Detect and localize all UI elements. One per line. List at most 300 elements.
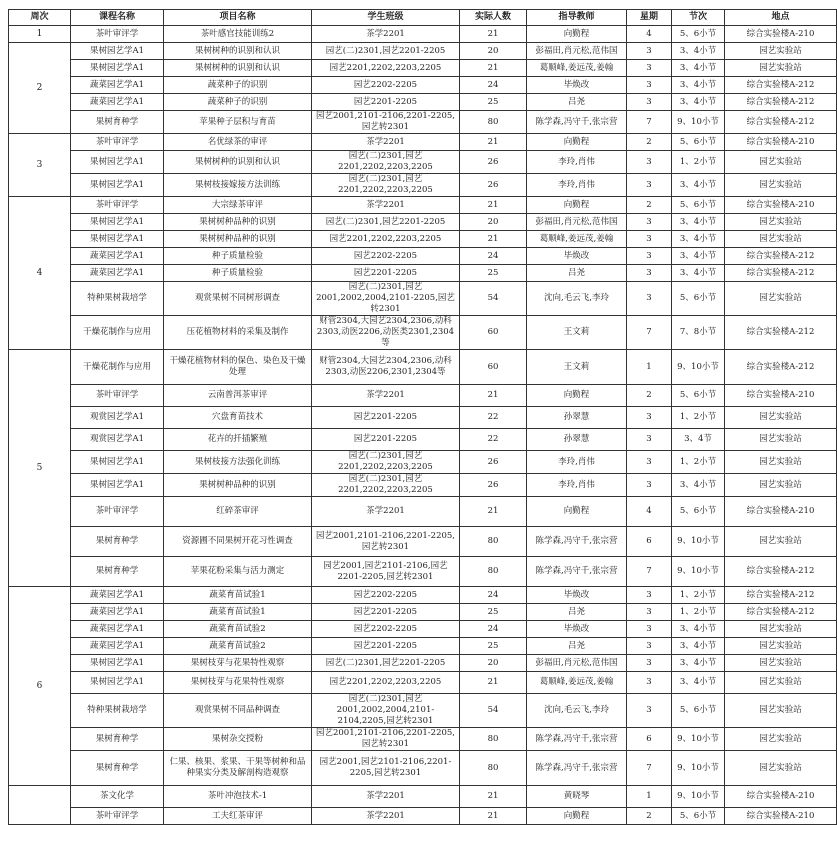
section-cell: 5、6小节 <box>672 808 725 825</box>
project-cell: 果树枝接嫁接方法训练 <box>164 174 312 197</box>
weekday-cell: 2 <box>627 197 672 214</box>
weekday-cell: 3 <box>627 60 672 77</box>
weekday-cell: 3 <box>627 474 672 497</box>
location-cell: 综合实验楼A-212 <box>725 350 837 385</box>
count-cell: 20 <box>460 43 527 60</box>
class-cell: 财管2304,大园艺2304,2306,动科2303,动医2206,动医类2301,2304等 <box>312 316 460 350</box>
count-cell: 21 <box>460 808 527 825</box>
class-cell: 园艺2201,2202,2203,2205 <box>312 231 460 248</box>
count-cell: 80 <box>460 111 527 134</box>
teacher-cell: 彭福田,肖元松,范伟国 <box>527 214 627 231</box>
course-cell: 蔬菜园艺学A1 <box>71 621 164 638</box>
count-cell: 21 <box>460 231 527 248</box>
weekday-cell: 1 <box>627 786 672 808</box>
course-cell: 果树育种学 <box>71 728 164 751</box>
week-cell: 3 <box>9 134 71 197</box>
class-cell: 园艺2202-2205 <box>312 587 460 604</box>
weekday-cell: 2 <box>627 134 672 151</box>
count-cell: 20 <box>460 655 527 672</box>
course-cell: 观赏园艺学A1 <box>71 407 164 429</box>
class-cell: 园艺(二)2301,园艺2201-2205 <box>312 655 460 672</box>
project-cell: 工夫红茶审评 <box>164 808 312 825</box>
class-cell: 园艺(二)2301,园艺2201,2202,2203,2205 <box>312 151 460 174</box>
project-cell: 果树树种品种的识别 <box>164 214 312 231</box>
course-cell: 果树园艺学A1 <box>71 60 164 77</box>
teacher-cell: 向勤程 <box>527 197 627 214</box>
teacher-cell: 陈学森,冯守千,张宗营 <box>527 728 627 751</box>
project-cell: 穴盘育苗技术 <box>164 407 312 429</box>
table-row <box>9 151 837 174</box>
weekday-cell: 7 <box>627 751 672 786</box>
table-row <box>9 751 837 786</box>
project-cell: 蔬菜育苗试验1 <box>164 587 312 604</box>
table-row <box>9 728 837 751</box>
location-cell: 园艺实验站 <box>725 728 837 751</box>
teacher-cell: 彭福田,肖元松,范伟国 <box>527 655 627 672</box>
location-cell: 综合实验楼A-212 <box>725 604 837 621</box>
teacher-cell: 吕尧 <box>527 604 627 621</box>
weekday-cell: 7 <box>627 316 672 350</box>
location-cell: 园艺实验站 <box>725 672 837 694</box>
section-cell: 5、6小节 <box>672 26 725 43</box>
section-cell: 1、2小节 <box>672 451 725 474</box>
section-cell: 3、4小节 <box>672 174 725 197</box>
teacher-cell: 向勤程 <box>527 385 627 407</box>
count-cell: 21 <box>460 134 527 151</box>
teacher-cell: 王文莉 <box>527 316 627 350</box>
table-row <box>9 407 837 429</box>
section-cell: 3、4小节 <box>672 655 725 672</box>
table-row <box>9 474 837 497</box>
project-cell: 果树枝芽与花果特性观察 <box>164 655 312 672</box>
section-cell: 5、6小节 <box>672 497 725 527</box>
section-cell: 9、10小节 <box>672 751 725 786</box>
project-cell: 花卉的扦插繁殖 <box>164 429 312 451</box>
weekday-cell: 3 <box>627 77 672 94</box>
count-cell: 25 <box>460 604 527 621</box>
course-cell: 果树园艺学A1 <box>71 151 164 174</box>
section-cell: 5、6小节 <box>672 694 725 728</box>
class-cell: 园艺2201,2202,2203,2205 <box>312 672 460 694</box>
project-cell: 种子质量检验 <box>164 265 312 282</box>
section-cell: 3、4小节 <box>672 43 725 60</box>
weekday-cell: 3 <box>627 451 672 474</box>
weekday-cell: 3 <box>627 672 672 694</box>
location-cell: 园艺实验站 <box>725 151 837 174</box>
course-cell: 观赏园艺学A1 <box>71 429 164 451</box>
course-cell: 茶叶审评学 <box>71 197 164 214</box>
teacher-cell: 彭福田,肖元松,范伟国 <box>527 43 627 60</box>
project-cell: 果树树种的识别和认识 <box>164 43 312 60</box>
class-cell: 茶学2201 <box>312 197 460 214</box>
course-cell: 果树园艺学A1 <box>71 451 164 474</box>
week-cell <box>9 786 71 825</box>
class-cell: 园艺(二)2301,园艺2001,2002,2004,2101-2104,2205,园艺转2301 <box>312 694 460 728</box>
location-cell: 园艺实验站 <box>725 621 837 638</box>
section-cell: 3、4小节 <box>672 265 725 282</box>
course-cell: 果树园艺学A1 <box>71 174 164 197</box>
table-row <box>9 557 837 587</box>
location-cell: 综合实验楼A-212 <box>725 265 837 282</box>
count-cell: 80 <box>460 728 527 751</box>
project-cell: 蔬菜种子的识别 <box>164 77 312 94</box>
header-teacher: 指导教师 <box>527 10 627 26</box>
location-cell: 园艺实验站 <box>725 174 837 197</box>
header-project: 项目名称 <box>164 10 312 26</box>
table-row <box>9 672 837 694</box>
header-class: 学生班级 <box>312 10 460 26</box>
teacher-cell: 陈学森,冯守千,张宗营 <box>527 557 627 587</box>
section-cell: 3、4小节 <box>672 474 725 497</box>
table-row <box>9 429 837 451</box>
count-cell: 80 <box>460 557 527 587</box>
header-row <box>9 10 837 26</box>
teacher-cell: 毕焕改 <box>527 621 627 638</box>
location-cell: 园艺实验站 <box>725 638 837 655</box>
course-cell: 茶叶审评学 <box>71 385 164 407</box>
section-cell: 9、10小节 <box>672 557 725 587</box>
project-cell: 观赏果树不同品种调查 <box>164 694 312 728</box>
weekday-cell: 3 <box>627 174 672 197</box>
class-cell: 园艺(二)2301,园艺2201-2205 <box>312 214 460 231</box>
course-cell: 蔬菜园艺学A1 <box>71 604 164 621</box>
section-cell: 3、4小节 <box>672 231 725 248</box>
class-cell: 园艺2201-2205 <box>312 638 460 655</box>
count-cell: 54 <box>460 694 527 728</box>
location-cell: 园艺实验站 <box>725 214 837 231</box>
location-cell: 园艺实验站 <box>725 694 837 728</box>
count-cell: 24 <box>460 248 527 265</box>
weekday-cell: 6 <box>627 527 672 557</box>
table-row <box>9 786 837 808</box>
project-cell: 观赏果树不同树形调查 <box>164 282 312 316</box>
location-cell: 综合实验楼A-212 <box>725 94 837 111</box>
course-cell: 特种果树栽培学 <box>71 694 164 728</box>
weekday-cell: 3 <box>627 638 672 655</box>
table-row <box>9 111 837 134</box>
header-section: 节次 <box>672 10 725 26</box>
count-cell: 24 <box>460 77 527 94</box>
location-cell: 综合实验楼A-212 <box>725 316 837 350</box>
count-cell: 21 <box>460 60 527 77</box>
teacher-cell: 吕尧 <box>527 94 627 111</box>
class-cell: 园艺(二)2301,园艺2201,2202,2203,2205 <box>312 451 460 474</box>
table-row <box>9 527 837 557</box>
project-cell: 蔬菜育苗试验2 <box>164 621 312 638</box>
header-count: 实际人数 <box>460 10 527 26</box>
count-cell: 22 <box>460 407 527 429</box>
count-cell: 80 <box>460 527 527 557</box>
table-row <box>9 60 837 77</box>
teacher-cell: 李玲,肖伟 <box>527 151 627 174</box>
class-cell: 园艺2202-2205 <box>312 77 460 94</box>
week-cell: 6 <box>9 587 71 786</box>
count-cell: 24 <box>460 621 527 638</box>
class-cell: 财管2304,大园艺2304,2306,动科2303,动医2206,2301,2304等 <box>312 350 460 385</box>
location-cell: 综合实验楼A-210 <box>725 134 837 151</box>
course-cell: 蔬菜园艺学A1 <box>71 77 164 94</box>
course-cell: 干燥花制作与应用 <box>71 350 164 385</box>
weekday-cell: 3 <box>627 248 672 265</box>
project-cell: 果树枝接方法强化训练 <box>164 451 312 474</box>
weekday-cell: 3 <box>627 429 672 451</box>
project-cell: 蔬菜育苗试验2 <box>164 638 312 655</box>
class-cell: 园艺2201-2205 <box>312 407 460 429</box>
count-cell: 25 <box>460 265 527 282</box>
count-cell: 21 <box>460 786 527 808</box>
location-cell: 园艺实验站 <box>725 527 837 557</box>
table-row <box>9 638 837 655</box>
location-cell: 园艺实验站 <box>725 60 837 77</box>
location-cell: 园艺实验站 <box>725 751 837 786</box>
teacher-cell: 沈向,毛云飞,李玲 <box>527 282 627 316</box>
weekday-cell: 1 <box>627 350 672 385</box>
teacher-cell: 陈学森,冯守千,张宗营 <box>527 751 627 786</box>
location-cell: 园艺实验站 <box>725 429 837 451</box>
section-cell: 3、4小节 <box>672 77 725 94</box>
class-cell: 园艺2202-2205 <box>312 248 460 265</box>
weekday-cell: 3 <box>627 94 672 111</box>
location-cell: 综合实验楼A-212 <box>725 557 837 587</box>
section-cell: 5、6小节 <box>672 134 725 151</box>
project-cell: 苹果种子层积与育苗 <box>164 111 312 134</box>
header-course: 课程名称 <box>71 10 164 26</box>
course-cell: 果树园艺学A1 <box>71 231 164 248</box>
teacher-cell: 毕焕改 <box>527 587 627 604</box>
week-cell: 4 <box>9 197 71 350</box>
teacher-cell: 毕焕改 <box>527 248 627 265</box>
teacher-cell: 吕尧 <box>527 265 627 282</box>
location-cell: 综合实验楼A-212 <box>725 77 837 94</box>
project-cell: 云南普洱茶审评 <box>164 385 312 407</box>
table-row <box>9 451 837 474</box>
project-cell: 蔬菜育苗试验1 <box>164 604 312 621</box>
table-row <box>9 621 837 638</box>
weekday-cell: 3 <box>627 587 672 604</box>
location-cell: 综合实验楼A-212 <box>725 587 837 604</box>
section-cell: 9、10小节 <box>672 527 725 557</box>
course-cell: 干燥花制作与应用 <box>71 316 164 350</box>
project-cell: 红碎茶审评 <box>164 497 312 527</box>
section-cell: 5、6小节 <box>672 385 725 407</box>
class-cell: 茶学2201 <box>312 497 460 527</box>
weekday-cell: 7 <box>627 111 672 134</box>
teacher-cell: 向勤程 <box>527 26 627 43</box>
class-cell: 园艺(二)2301,园艺2201,2202,2203,2205 <box>312 474 460 497</box>
count-cell: 21 <box>460 672 527 694</box>
weekday-cell: 6 <box>627 728 672 751</box>
project-cell: 干燥花植物材料的保色、染色及干燥处理 <box>164 350 312 385</box>
class-cell: 茶学2201 <box>312 26 460 43</box>
course-cell: 果树园艺学A1 <box>71 672 164 694</box>
table-row <box>9 94 837 111</box>
teacher-cell: 陈学森,冯守千,张宗营 <box>527 527 627 557</box>
project-cell: 果树枝芽与花果特性观察 <box>164 672 312 694</box>
table-row <box>9 350 837 385</box>
count-cell: 26 <box>460 151 527 174</box>
section-cell: 5、6小节 <box>672 282 725 316</box>
count-cell: 26 <box>460 174 527 197</box>
course-cell: 茶叶审评学 <box>71 497 164 527</box>
teacher-cell: 沈向,毛云飞,李玲 <box>527 694 627 728</box>
section-cell: 1、2小节 <box>672 407 725 429</box>
weekday-cell: 3 <box>627 214 672 231</box>
section-cell: 9、10小节 <box>672 728 725 751</box>
class-cell: 园艺2201-2205 <box>312 429 460 451</box>
weekday-cell: 2 <box>627 385 672 407</box>
teacher-cell: 葛顺峰,姜远茂,姜翰 <box>527 60 627 77</box>
table-row <box>9 316 837 350</box>
course-cell: 果树育种学 <box>71 751 164 786</box>
count-cell: 60 <box>460 350 527 385</box>
course-cell: 蔬菜园艺学A1 <box>71 265 164 282</box>
location-cell: 综合实验楼A-210 <box>725 197 837 214</box>
count-cell: 22 <box>460 429 527 451</box>
header-weekday: 星期 <box>627 10 672 26</box>
count-cell: 21 <box>460 497 527 527</box>
teacher-cell: 向勤程 <box>527 134 627 151</box>
teacher-cell: 向勤程 <box>527 808 627 825</box>
count-cell: 20 <box>460 214 527 231</box>
course-cell: 蔬菜园艺学A1 <box>71 587 164 604</box>
class-cell: 园艺2202-2205 <box>312 621 460 638</box>
section-cell: 9、10小节 <box>672 786 725 808</box>
class-cell: 茶学2201 <box>312 786 460 808</box>
section-cell: 3、4小节 <box>672 214 725 231</box>
schedule-table <box>8 9 837 825</box>
course-cell: 蔬菜园艺学A1 <box>71 248 164 265</box>
course-cell: 茶叶审评学 <box>71 808 164 825</box>
weekday-cell: 3 <box>627 282 672 316</box>
location-cell: 园艺实验站 <box>725 407 837 429</box>
location-cell: 园艺实验站 <box>725 231 837 248</box>
section-cell: 9、10小节 <box>672 350 725 385</box>
section-cell: 3、4小节 <box>672 672 725 694</box>
project-cell: 仁果、核果、浆果、干果等树种和品种果实分类及解剖构造观察 <box>164 751 312 786</box>
project-cell: 果树树种品种的识别 <box>164 474 312 497</box>
class-cell: 茶学2201 <box>312 385 460 407</box>
course-cell: 茶文化学 <box>71 786 164 808</box>
class-cell: 园艺2001,2101-2106,2201-2205,园艺转2301 <box>312 527 460 557</box>
count-cell: 26 <box>460 451 527 474</box>
header-week: 周次 <box>9 10 71 26</box>
project-cell: 种子质量检验 <box>164 248 312 265</box>
teacher-cell: 葛顺峰,姜远茂,姜翰 <box>527 231 627 248</box>
count-cell: 54 <box>460 282 527 316</box>
table-row <box>9 77 837 94</box>
teacher-cell: 向勤程 <box>527 497 627 527</box>
location-cell: 综合实验楼A-210 <box>725 497 837 527</box>
project-cell: 果树树种品种的识别 <box>164 231 312 248</box>
count-cell: 21 <box>460 385 527 407</box>
teacher-cell: 葛顺峰,姜远茂,姜翰 <box>527 672 627 694</box>
week-cell: 1 <box>9 26 71 43</box>
course-cell: 果树育种学 <box>71 557 164 587</box>
teacher-cell: 李玲,肖伟 <box>527 174 627 197</box>
table-row <box>9 174 837 197</box>
table-row <box>9 604 837 621</box>
project-cell: 压花植物材料的采集及制作 <box>164 316 312 350</box>
weekday-cell: 3 <box>627 604 672 621</box>
teacher-cell: 孙翠慧 <box>527 429 627 451</box>
table-row <box>9 265 837 282</box>
location-cell: 综合实验楼A-212 <box>725 111 837 134</box>
week-cell: 2 <box>9 43 71 134</box>
section-cell: 5、6小节 <box>672 197 725 214</box>
week-cell: 5 <box>9 350 71 587</box>
teacher-cell: 陈学森,冯守千,张宗营 <box>527 111 627 134</box>
project-cell: 大宗绿茶审评 <box>164 197 312 214</box>
teacher-cell: 孙翠慧 <box>527 407 627 429</box>
weekday-cell: 3 <box>627 43 672 60</box>
count-cell: 24 <box>460 587 527 604</box>
class-cell: 园艺2201-2205 <box>312 604 460 621</box>
section-cell: 1、2小节 <box>672 151 725 174</box>
course-cell: 果树园艺学A1 <box>71 474 164 497</box>
table-row <box>9 282 837 316</box>
table-row <box>9 694 837 728</box>
location-cell: 园艺实验站 <box>725 474 837 497</box>
class-cell: 园艺2001,园艺2101-2106,2201-2205,园艺转2301 <box>312 751 460 786</box>
course-cell: 蔬菜园艺学A1 <box>71 94 164 111</box>
section-cell: 3、4小节 <box>672 621 725 638</box>
project-cell: 果树树种的识别和认识 <box>164 60 312 77</box>
project-cell: 资源圃不同果树开花习性调查 <box>164 527 312 557</box>
section-cell: 3、4小节 <box>672 60 725 77</box>
table-row <box>9 197 837 214</box>
weekday-cell: 3 <box>627 231 672 248</box>
section-cell: 7、8小节 <box>672 316 725 350</box>
class-cell: 园艺2201,2202,2203,2205 <box>312 60 460 77</box>
schedule-body <box>9 26 837 825</box>
project-cell: 蔬菜种子的识别 <box>164 94 312 111</box>
section-cell: 3、4小节 <box>672 94 725 111</box>
table-row <box>9 43 837 60</box>
project-cell: 茶叶冲泡技术-1 <box>164 786 312 808</box>
location-cell: 园艺实验站 <box>725 655 837 672</box>
teacher-cell: 吕尧 <box>527 638 627 655</box>
course-cell: 果树育种学 <box>71 527 164 557</box>
course-cell: 果树园艺学A1 <box>71 43 164 60</box>
section-cell: 1、2小节 <box>672 604 725 621</box>
table-row <box>9 655 837 672</box>
weekday-cell: 3 <box>627 407 672 429</box>
course-cell: 果树园艺学A1 <box>71 655 164 672</box>
teacher-cell: 王文莉 <box>527 350 627 385</box>
class-cell: 园艺2201-2205 <box>312 265 460 282</box>
project-cell: 苹果花粉采集与活力测定 <box>164 557 312 587</box>
location-cell: 园艺实验站 <box>725 43 837 60</box>
course-cell: 果树育种学 <box>71 111 164 134</box>
class-cell: 园艺2001,2101-2106,2201-2205,园艺转2301 <box>312 728 460 751</box>
weekday-cell: 3 <box>627 265 672 282</box>
table-row <box>9 808 837 825</box>
weekday-cell: 3 <box>627 151 672 174</box>
weekday-cell: 3 <box>627 694 672 728</box>
table-row <box>9 26 837 43</box>
table-row <box>9 248 837 265</box>
location-cell: 综合实验楼A-210 <box>725 808 837 825</box>
class-cell: 园艺2001,2101-2106,2201-2205,园艺转2301 <box>312 111 460 134</box>
class-cell: 茶学2201 <box>312 134 460 151</box>
location-cell: 综合实验楼A-212 <box>725 248 837 265</box>
location-cell: 园艺实验站 <box>725 451 837 474</box>
weekday-cell: 3 <box>627 621 672 638</box>
teacher-cell: 黄晓琴 <box>527 786 627 808</box>
location-cell: 综合实验楼A-210 <box>725 786 837 808</box>
table-row <box>9 231 837 248</box>
project-cell: 果树杂交授粉 <box>164 728 312 751</box>
